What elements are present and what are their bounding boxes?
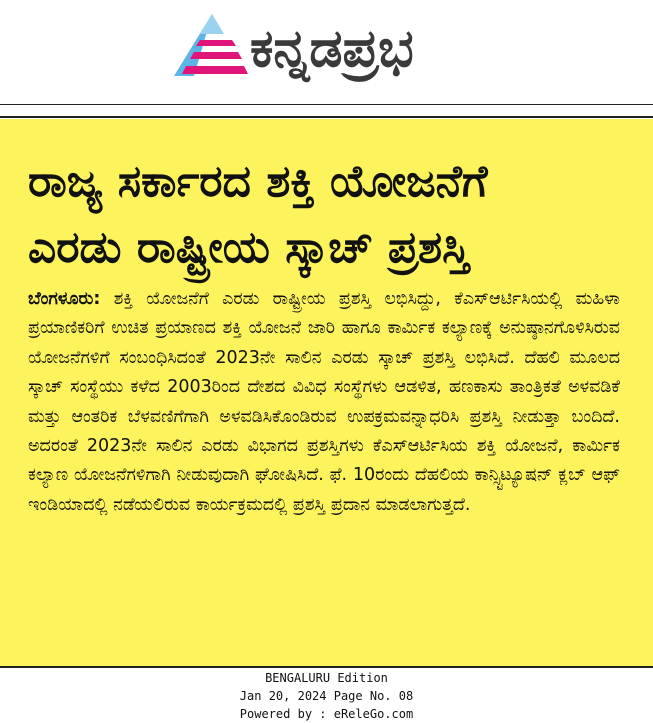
article-body-text: ಶಕ್ತಿ ಯೋಜನೆಗೆ ಎರಡು ರಾಷ್ಟ್ರೀಯ ಪ್ರಶಸ್ತಿ ಲಭಿಸಿದ್ದು, ಕೆಎಸ್ಆರ್ಟಿಸಿಯಲ್ಲಿ ಮಹಿಳಾ ಪ್ರಯಾಣಿಕರಿಗೆ ಉಚಿತ ಪ್ರಯಾಣದ ಶಕ್ತಿ ಯೋಜನೆ ಜಾರಿ ಹಾಗೂ ಕಾರ್ಮಿಕ ಕಲ್ಯಾಣಕ್ಕೆ ಅನುಷ್ಠಾನಗೊಳಿಸಿರುವ ಯೋಜನೆಗಳಿಗೆ ಸಂಬಂಧಿಸಿದಂತೆ 2023ನೇ ಸಾಲಿನ ಎರಡು ಸ್ಕಾಚ್ ಪ್ರಶಸ್ತಿ ಲಭಿಸಿದೆ. ದೆಹಲಿ ಮೂಲದ ಸ್ಕಾಚ್ ಸಂಸ್ಥೆಯು ಕಳೆದ 2003ರಿಂದ ದೇಶದ ವಿವಿಧ ಸಂಸ್ಥೆಗಳು ಆಡಳಿತ, ಹಣಕಾಸು ತಾಂತ್ರಿಕತೆ ಅಳವಡಿಕೆ ಮತ್ತು ಆಂತರಿಕ ಬೆಳವಣಿಗೆಗಾಗಿ ಅಳವಡಿಸಿಕೊಂಡಿರುವ ಉಪಕ್ರಮವನ್ನಾಧರಿಸಿ ಪ್ರಶಸ್ತಿ ನೀಡುತ್ತಾ ಬಂದಿದೆ. ಅದರಂತೆ 2023ನೇ ಸಾಲಿನ ಎರಡು ವಿಭಾಗದ ಪ್ರಶಸ್ತಿಗಳು ಕೆಎಸ್ಆರ್ಟಿಸಿಯ ಶಕ್ತಿ ಯೋಜನೆ, ಕಾರ್ಮಿಕ ಕಲ್ಯಾಣ ಯೋಜನೆಗಳಿಗಾಗಿ ನೀಡುವುದಾಗಿ ಘೋಷಿಸಿದೆ. ಫೆ. 10ರಂದು ದೆಹಲಿಯ ಕಾನ್ಸ್ಟಿಟ್ಯೂಷನ್ ಕ್ಲಬ್ ಆಫ್ ಇಂಡಿಯಾದಲ್ಲಿ ನಡೆಯಲಿರುವ ಕಾರ್ಯಕ್ರಮದಲ್ಲಿ ಪ್ರಶಸ್ತಿ ಪ್ರದಾನ ಮಾಡಲಾಗುತ್ತದೆ. xyxy=(28,289,620,515)
article-clipping xyxy=(0,119,653,666)
article-body xyxy=(28,285,620,520)
headline-line-2: ಎರಡು ರಾಷ್ಟ್ರೀಯ ಸ್ಕಾಚ್ ಪ್ರಶಸ್ತಿ xyxy=(28,222,470,273)
clip-bottom-rule xyxy=(0,666,653,668)
headline-line-1: ರಾಜ್ಯ ಸರ್ಕಾರದ ಶಕ್ತಿ ಯೋಜನೆಗೆ xyxy=(28,156,488,207)
masthead xyxy=(0,0,653,104)
date-page-label: Jan 20, 2024 Page No. 08 xyxy=(239,689,414,703)
edition-label: BENGALURU Edition xyxy=(265,671,388,685)
triangle-logo-icon xyxy=(172,12,248,78)
clip-top-rule xyxy=(0,116,653,118)
top-rule xyxy=(0,104,653,105)
powered-by-label: Powered by : eReleGo.com xyxy=(239,707,414,721)
logo-text: ಕನ್ನಡಪ್ರಭ xyxy=(250,19,414,79)
headline xyxy=(28,149,628,281)
dateline: ಬೆಂಗಳೂರು: xyxy=(28,289,101,309)
edition-footer xyxy=(0,669,653,723)
